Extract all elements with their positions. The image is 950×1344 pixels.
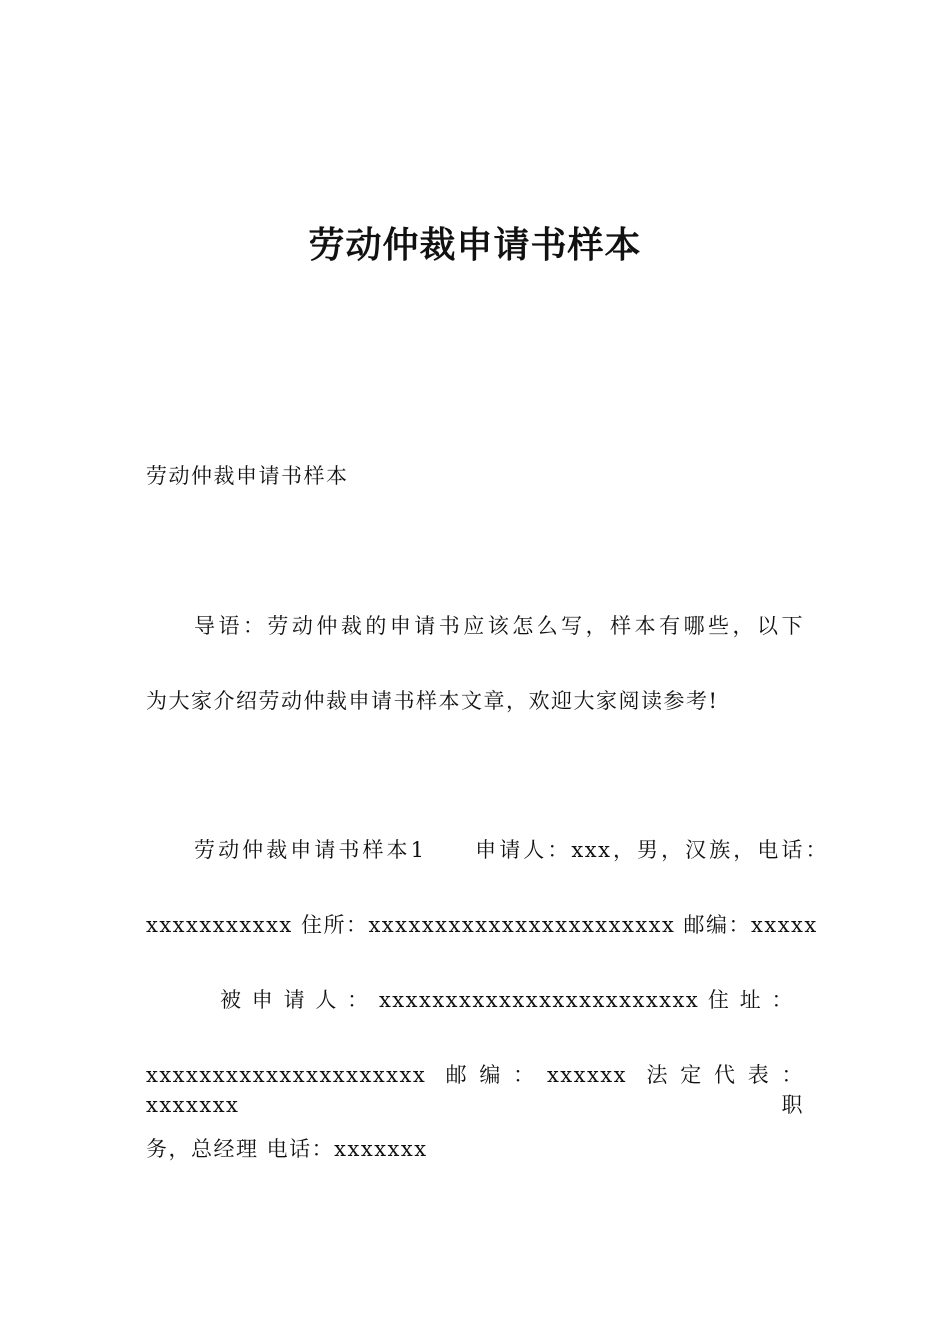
sample1-line-3: 被 申 请 人 ： xxxxxxxxxxxxxxxxxxxxxxxx 住 址 ： xyxy=(220,988,794,1012)
document-title: 劳动仲裁申请书样本 xyxy=(308,225,642,266)
sample1-line-2: xxxxxxxxxxx 住所：xxxxxxxxxxxxxxxxxxxxxxx 邮编：xxxxx xyxy=(146,913,818,937)
intro-line-1: 导语：劳动仲裁的申请书应该怎么写，样本有哪些，以下 xyxy=(194,614,804,638)
sample1-line-4: xxxxxxxxxxxxxxxxxxxxx 邮编：xxxxxx 法定代表： xxxxxxx 职 xyxy=(146,1063,804,1117)
sample1-line-5: 务，总经理 电话：xxxxxxx xyxy=(146,1137,428,1161)
document-subtitle: 劳动仲裁申请书样本 xyxy=(146,464,349,488)
intro-line-2: 为大家介绍劳动仲裁申请书样本文章，欢迎大家阅读参考! xyxy=(146,689,719,713)
sample1-line-1: 劳动仲裁申请书样本1 申请人：xxx，男，汉族，电话： xyxy=(194,838,828,862)
